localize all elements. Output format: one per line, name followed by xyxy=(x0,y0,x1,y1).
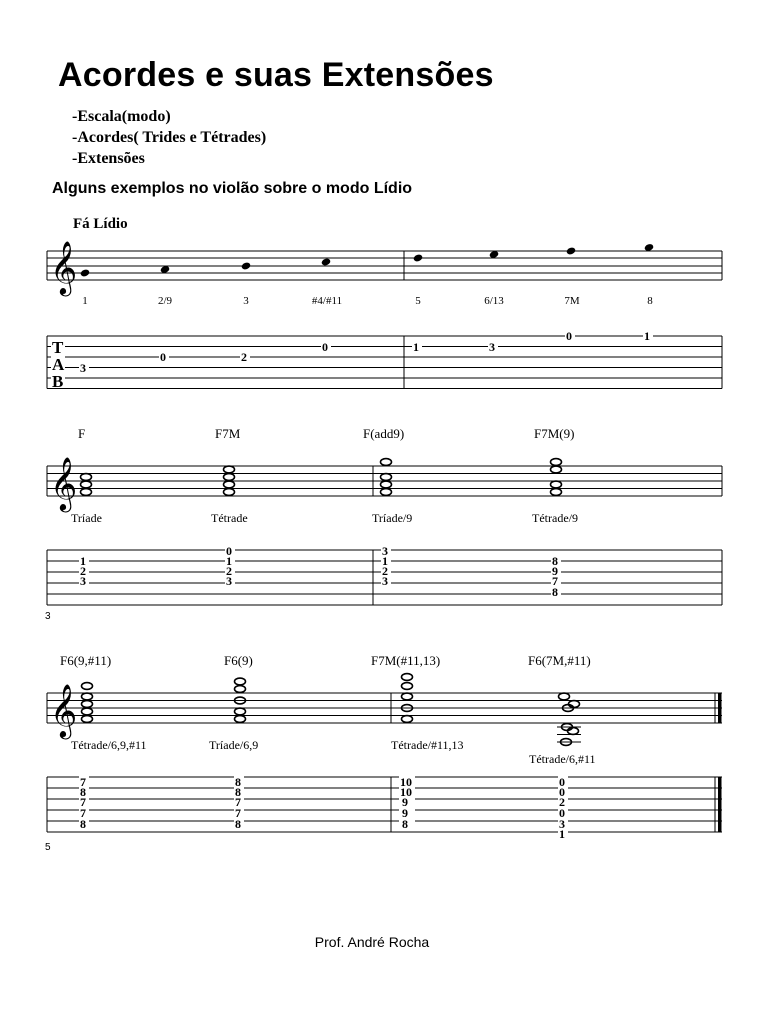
tab-fret: 1 xyxy=(80,554,86,568)
chord-type-label: Tríade/9 xyxy=(372,511,413,525)
tab-clef-letter: A xyxy=(52,355,65,374)
section-title-fa-lidio: Fá Lídio xyxy=(73,216,128,232)
tab-fret: 9 xyxy=(402,806,408,820)
final-barline xyxy=(718,693,722,723)
tab-fret: 0 xyxy=(566,329,572,343)
chord-name: F7M xyxy=(215,426,241,441)
chord-type-label: Tríade xyxy=(71,511,102,525)
tab-fret: 7 xyxy=(80,795,86,809)
tab-fret: 0 xyxy=(226,544,232,558)
tab-fret: 3 xyxy=(226,574,232,588)
tab-fret: 1 xyxy=(413,340,419,354)
degree-label: 3 xyxy=(243,295,249,307)
whole-notes-chord xyxy=(81,474,92,496)
chord-notes-2 xyxy=(81,459,562,496)
tab-clef-letter: T xyxy=(52,338,64,357)
tab-fret: 3 xyxy=(80,574,86,588)
tab-fret: 2 xyxy=(382,564,388,578)
page-title: Acordes e suas Extensões xyxy=(58,56,494,94)
chord-name: F7M(#11,13) xyxy=(371,653,441,668)
scale-notes xyxy=(80,243,654,278)
topic-item: -Escala(modo) xyxy=(72,108,171,125)
tab-fret: 0 xyxy=(559,785,565,799)
tab-fret: 7 xyxy=(552,574,558,588)
chord-type-label: Tétrade xyxy=(211,511,248,525)
tab-fret: 2 xyxy=(226,564,232,578)
chord-names-3 xyxy=(60,653,591,668)
chord-name: F(add9) xyxy=(363,426,405,441)
chord-labels-3 xyxy=(71,738,596,766)
tab-clef-letter: B xyxy=(52,372,64,391)
note-head xyxy=(413,253,423,262)
degree-label: 8 xyxy=(647,295,653,307)
tab-fret: 9 xyxy=(552,564,558,578)
staff-3 xyxy=(47,693,722,723)
footer-author xyxy=(0,934,768,950)
chord-name: F xyxy=(78,426,86,441)
tab-clef xyxy=(51,338,65,391)
degree-label: 5 xyxy=(415,295,421,307)
tab-fret: 7 xyxy=(80,806,86,820)
examples-heading: Alguns exemplos no violão sobre o modo Lídio xyxy=(52,180,413,197)
degree-label: #4/#11 xyxy=(311,295,343,307)
whole-notes-chord xyxy=(381,459,392,496)
measure-number: 5 xyxy=(45,842,51,853)
tab-staff-1 xyxy=(47,336,722,389)
degree-label: 2/9 xyxy=(157,295,173,307)
tab-fret: 1 xyxy=(226,554,232,568)
measure-number: 3 xyxy=(45,611,51,622)
tab-fret: 0 xyxy=(559,775,565,789)
tab-fret: 10 xyxy=(400,785,412,799)
tab-fret: 8 xyxy=(235,817,241,831)
chord-notes-3 xyxy=(82,674,582,746)
tab-fret: 7 xyxy=(235,806,241,820)
chord-name: F6(7M,#11) xyxy=(528,653,591,668)
tab-fret: 2 xyxy=(241,350,247,364)
chord-name: F7M(9) xyxy=(534,426,575,441)
whole-notes-chord xyxy=(551,459,562,496)
topic-item: -Acordes( Trides e Tétrades) xyxy=(72,129,267,146)
degree-label: 1 xyxy=(82,295,88,307)
note-head xyxy=(566,246,576,255)
author-name: Prof. André Rocha xyxy=(314,934,430,950)
chord-labels-2 xyxy=(71,511,578,525)
final-barline xyxy=(718,777,722,832)
tab-fret: 10 xyxy=(400,775,412,789)
tab-fret: 8 xyxy=(235,775,241,789)
whole-notes-chord xyxy=(82,683,93,723)
chord-type-label: Tétrade/#11,13 xyxy=(391,738,464,752)
note-head xyxy=(80,268,90,277)
tab-fret: 8 xyxy=(235,785,241,799)
tab-fret: 3 xyxy=(382,574,388,588)
tab-fret: 1 xyxy=(559,827,565,841)
tab-fret: 3 xyxy=(489,340,495,354)
chord-names-2 xyxy=(78,426,574,441)
chord-type-label: Tétrade/9 xyxy=(532,511,578,525)
tab-frets-3 xyxy=(79,775,568,841)
tab-staff-3 xyxy=(47,777,722,832)
chord-type-label: Tétrade/6,9,#11 xyxy=(71,738,147,752)
tab-fret: 8 xyxy=(402,817,408,831)
tab-fret: 1 xyxy=(644,329,650,343)
topic-item: -Extensões xyxy=(72,150,145,167)
tab-fret: 2 xyxy=(80,564,86,578)
note-head xyxy=(321,257,331,266)
chord-name: F6(9) xyxy=(224,653,253,668)
treble-clef-icon: 𝄞 xyxy=(50,458,78,509)
tab-fret: 0 xyxy=(160,350,166,364)
tab-fret: 9 xyxy=(402,795,408,809)
staff-1 xyxy=(47,251,722,280)
tab-fret: 7 xyxy=(80,775,86,789)
chord-name: F6(9,#11) xyxy=(60,653,112,668)
tab-fret: 0 xyxy=(559,806,565,820)
tab-fret: 8 xyxy=(80,817,86,831)
tab-fret: 0 xyxy=(322,340,328,354)
tab-fret: 2 xyxy=(559,795,565,809)
chord-type-label: Tríade/6,9 xyxy=(209,738,259,752)
tab-fret: 3 xyxy=(80,361,86,375)
tab-fret: 3 xyxy=(559,817,565,831)
chord-type-label: Tétrade/6,#11 xyxy=(529,752,596,766)
treble-clef-icon: 𝄞 xyxy=(50,685,78,736)
degree-label: 6/13 xyxy=(484,295,504,307)
tab-fret: 3 xyxy=(382,544,388,558)
note-head xyxy=(241,261,251,270)
degree-label: 7M xyxy=(564,295,580,307)
tab-fret: 8 xyxy=(552,554,558,568)
tab-fret: 8 xyxy=(552,585,558,599)
tab-fret: 8 xyxy=(80,785,86,799)
treble-clef-icon: 𝄞 xyxy=(50,242,78,293)
tab-fret: 7 xyxy=(235,795,241,809)
tab-fret: 1 xyxy=(382,554,388,568)
scale-degrees xyxy=(82,295,653,307)
